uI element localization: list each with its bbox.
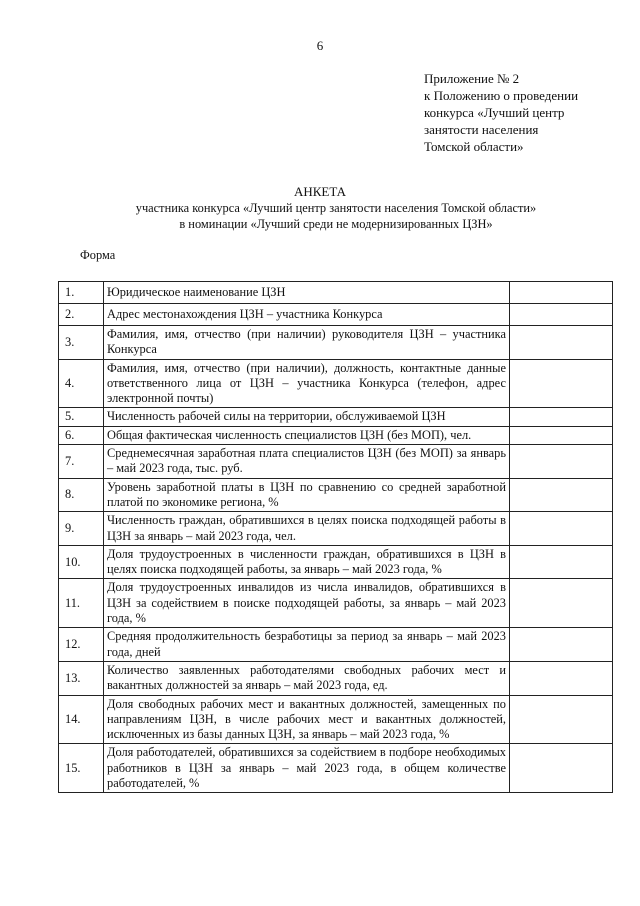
row-question: Фамилия, имя, отчество (при наличии) руководителя ЦЗН – участника Конкурса bbox=[104, 326, 510, 360]
row-question: Количество заявленных работодателями свободных рабочих мест и вакантных должностей за январь – май 2023 года, ед. bbox=[104, 661, 510, 695]
row-question: Численность рабочей силы на территории, обслуживаемой ЦЗН bbox=[104, 408, 510, 426]
answer-cell[interactable] bbox=[510, 359, 613, 408]
row-question: Адрес местонахождения ЦЗН – участника Конкурса bbox=[104, 304, 510, 326]
row-number: 6. bbox=[59, 426, 104, 444]
row-question: Общая фактическая численность специалистов ЦЗН (без МОП), чел. bbox=[104, 426, 510, 444]
table-row bbox=[59, 579, 613, 628]
answer-cell[interactable] bbox=[510, 426, 613, 444]
answer-cell[interactable] bbox=[510, 282, 613, 304]
row-number: 10. bbox=[59, 545, 104, 579]
table-row bbox=[59, 661, 613, 695]
table-row bbox=[59, 408, 613, 426]
row-number: 12. bbox=[59, 628, 104, 662]
row-number: 13. bbox=[59, 661, 104, 695]
answer-cell[interactable] bbox=[510, 326, 613, 360]
row-question: Уровень заработной платы в ЦЗН по сравнению со средней заработной платой по экономике региона, % bbox=[104, 478, 510, 512]
row-number: 8. bbox=[59, 478, 104, 512]
table-row bbox=[59, 359, 613, 408]
answer-cell[interactable] bbox=[510, 512, 613, 546]
row-number: 7. bbox=[59, 445, 104, 479]
row-number: 4. bbox=[59, 359, 104, 408]
document-title: АНКЕТА bbox=[293, 184, 347, 199]
form-label: Форма bbox=[80, 248, 116, 262]
table-row bbox=[59, 744, 613, 793]
row-question: Численность граждан, обратившихся в целях поиска подходящей работы в ЦЗН за январь – май 2023 года, чел. bbox=[104, 512, 510, 546]
table-row bbox=[59, 545, 613, 579]
row-number: 9. bbox=[59, 512, 104, 546]
page-number: 6 bbox=[316, 38, 324, 53]
table-row bbox=[59, 628, 613, 662]
row-number: 2. bbox=[59, 304, 104, 326]
answer-cell[interactable] bbox=[510, 445, 613, 479]
appendix-line: конкурса «Лучший центр bbox=[424, 105, 565, 120]
table-row bbox=[59, 695, 613, 744]
table-row bbox=[59, 304, 613, 326]
row-question: Доля свободных рабочих мест и вакантных должностей, замещенных по направлениям ЦЗН, в числе рабочих мест и вакантных должностей, исключенных из базы данных ЦЗН, за январь – май 2023 года, % bbox=[104, 695, 510, 744]
answer-cell[interactable] bbox=[510, 661, 613, 695]
answer-cell[interactable] bbox=[510, 545, 613, 579]
row-question: Доля работодателей, обратившихся за содействием в подборе необходимых работников в ЦЗН за январь – май 2023 года, в общем количестве работодателей, % bbox=[104, 744, 510, 793]
row-question: Фамилия, имя, отчество (при наличии), должность, контактные данные ответственного лица от ЦЗН – участника Конкурса (телефон, адрес электронной почты) bbox=[104, 359, 510, 408]
row-question: Среднемесячная заработная плата специалистов ЦЗН (без МОП) за январь – май 2023 года, тыс. руб. bbox=[104, 445, 510, 479]
row-number: 11. bbox=[59, 579, 104, 628]
appendix-line: Приложение № 2 bbox=[424, 71, 520, 86]
row-number: 15. bbox=[59, 744, 104, 793]
row-number: 5. bbox=[59, 408, 104, 426]
answer-cell[interactable] bbox=[510, 695, 613, 744]
appendix-line: Томской области» bbox=[424, 139, 524, 154]
subtitle-line: участника конкурса «Лучший центр занятости населения Томской области» bbox=[135, 201, 537, 215]
table-row bbox=[59, 282, 613, 304]
table-row bbox=[59, 426, 613, 444]
answer-cell[interactable] bbox=[510, 304, 613, 326]
subtitle-line: в номинации «Лучший среди не модернизированных ЦЗН» bbox=[179, 217, 493, 231]
answer-cell[interactable] bbox=[510, 579, 613, 628]
row-number: 1. bbox=[59, 282, 104, 304]
appendix-block bbox=[424, 70, 624, 155]
row-question: Доля трудоустроенных в численности граждан, обратившихся в ЦЗН в целях поиска подходящей работы, за январь – май 2023 года, % bbox=[104, 545, 510, 579]
table-row bbox=[59, 478, 613, 512]
table-row bbox=[59, 512, 613, 546]
questionnaire-table bbox=[58, 281, 613, 793]
answer-cell[interactable] bbox=[510, 478, 613, 512]
row-question: Доля трудоустроенных инвалидов из числа инвалидов, обратившихся в ЦЗН за содействием в поиске подходящей работы, за январь – май 2023 года, % bbox=[104, 579, 510, 628]
answer-cell[interactable] bbox=[510, 628, 613, 662]
document-subtitle bbox=[0, 200, 640, 232]
answer-cell[interactable] bbox=[510, 408, 613, 426]
table-row bbox=[59, 326, 613, 360]
row-number: 3. bbox=[59, 326, 104, 360]
row-question: Средняя продолжительность безработицы за период за январь – май 2023 года, дней bbox=[104, 628, 510, 662]
table-row bbox=[59, 445, 613, 479]
appendix-line: к Положению о проведении bbox=[424, 88, 579, 103]
row-question: Юридическое наименование ЦЗН bbox=[104, 282, 510, 304]
answer-cell[interactable] bbox=[510, 744, 613, 793]
appendix-line: занятости населения bbox=[424, 122, 539, 137]
row-number: 14. bbox=[59, 695, 104, 744]
